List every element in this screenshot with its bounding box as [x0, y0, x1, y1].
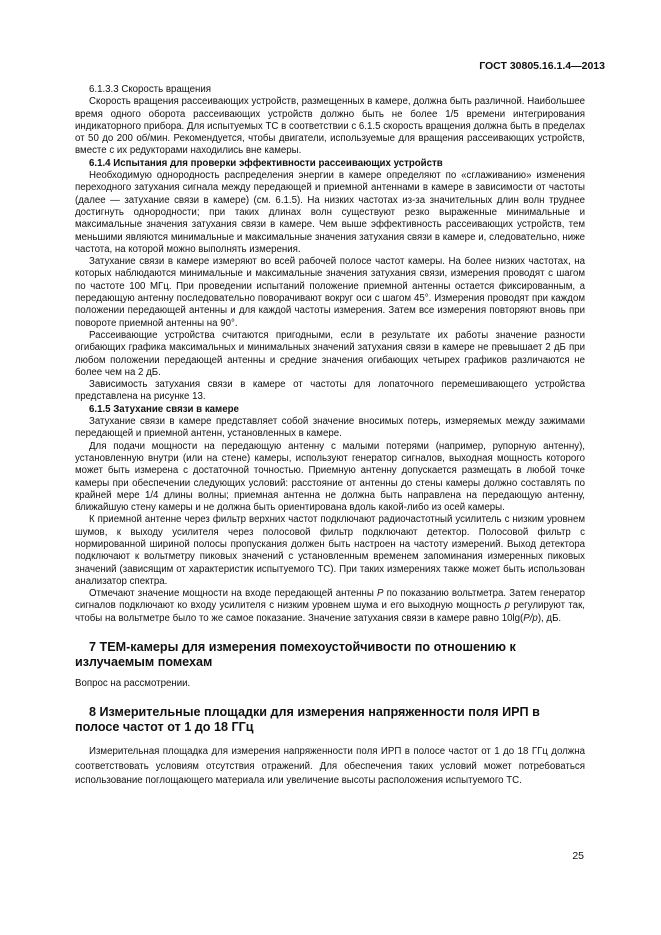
- text-span: Отмечают значение мощности на входе передающей антенны: [89, 588, 378, 600]
- paragraph: [75, 588, 585, 625]
- text-span: ), дБ.: [537, 612, 562, 624]
- paragraph: Рассеивающие устройства считаются пригодными, если в результате их работы значение разности огибающих графика максимальных и минимальных значений затухания связи в камере не превышает 2 дБ при любом положении передающей антенны и средние значения огибающих четырех графиков различаются не более чем на 2 дБ.: [75, 329, 585, 378]
- paragraph: Измерительная площадка для измерения напряженности поля ИРП в полосе частот от 1 до 18 ГГц должна соответствовать условиям отсутствия отражений. Для обеспечения таких условий может потребоваться использование поглощающего материала или увеличение высоты расположения испытуемого ТС.: [75, 746, 585, 787]
- text-span: регулируют так, чтобы на вольтметре было то же самое показание. Значение затухания связи в камере равно 10lg(: [75, 600, 585, 624]
- paragraph: Затухание связи в камере измеряют во всей рабочей полосе частот камеры. На более низких частотах, на которых наблюдаются минимальные и максимальные значения затухания связи, измерения проводят с шагом по частоте 100 МГц. При проведении испытаний положение приемной антенны остается фиксированным, а передающую антенну последовательно поворачивают вокруг оси с шагом 45°. Измерения проводят при каждом положении передающей антенны и для каждой частоты измерения. Затем все измерения повторяют вновь при повороте приемной антенны на 90°.: [75, 256, 585, 329]
- section-title: 7 ТЕМ-камеры для измерения помехоустойчивости по отношению к излучаемым помехам: [75, 640, 516, 669]
- paragraph: Скорость вращения рассеивающих устройств, размещенных в камере, должна быть различной. Наибольшее время одного оборота рассеивающих устройств должно быть не более 1/5 времени интегрирования индикаторного прибора. Для испытуемых ТС в соответствии с 6.1.5 скорость вращения должна быть в пределах от 50 до 200 об/мин. Рекомендуется, чтобы двигатели, используемые для вращения рассеивающих устройств, вместе с их редукторами находились вне камеры.: [75, 96, 585, 157]
- paragraph: Необходимую однородность распределения энергии в камере определяют по «сглаживанию» изменения переходного затухания сигнала между передающей и приемной антеннами в камере в зависимости от частоты (далее — затухание связи в камере) (см. 6.1.5). На низких частотах из-за значительных длин волн труднее достигнуть однородности; при таких длинах волн существуют резко выраженные минимальные и максимальные значения затухания связи в камере. Чем выше эффективность рассеивающих устройств, тем меньшими являются минимальные и максимальные значения затухания связи в камере и, следовательно, ниже частота, на которой можно выполнять измерения.: [75, 170, 585, 255]
- symbol-P: P: [377, 588, 384, 600]
- paragraph: Затухание связи в камере представляет собой значение вносимых потерь, измеряемых между зажимами передающей и приемной антенн, установленных в камере.: [75, 416, 585, 440]
- document-header: ГОСТ 30805.16.1.4—2013: [479, 60, 605, 72]
- formula: P/p: [523, 612, 538, 624]
- subsection-heading: 6.1.3.3 Скорость вращения: [89, 84, 212, 95]
- paragraph: Для подачи мощности на передающую антенну с малыми потерями (например, рупорную антенну), установленную внутри (или на стене) камеры, используют генератор сигналов, выходная мощность которого может быть измерена с достаточной точностью. Приемную антенну допускается размещать в любой точке камеры при обеспечении следующих условий: расстояние от антенны до стены камеры должно составлять по крайней мере 1/4 длины волны; приемная антенна не должна быть направлена на передающую антенну, ближайшую стену камеры и не должна быть ориентирована вдоль какой-либо из осей камеры.: [75, 440, 585, 514]
- paragraph: Вопрос на рассмотрении.: [75, 678, 191, 690]
- page-content: [75, 84, 585, 789]
- text-span: по показанию вольтметра. Затем генератор сигналов подключают ко входу усилителя с низким уровнем шума и его выходную мощность: [75, 588, 586, 612]
- subsection-heading: 6.1.4 Испытания для проверки эффективности рассеивающих устройств: [89, 157, 443, 169]
- page-number: 25: [572, 850, 584, 862]
- paragraph: К приемной антенне через фильтр верхних частот подключают радиочастотный усилитель с низким уровнем шумов, к выходу усилителя через полосовой фильтр подключают детектор. Полосовой фильтр с нормированной шириной полосы пропускания должен быть настроен на частоту измерений. Выход детектора подключают к вольтметру пиковых значений с установленным временем запоминания измеренных пиковых значений (зависящим от характеристик испытуемого ТС). При таких измерениях также может быть использован анализатор спектра.: [75, 514, 585, 587]
- subsection-heading: 6.1.5 Затухание связи в камере: [89, 403, 239, 415]
- paragraph: Зависимость затухания связи в камере от частоты для лопаточного перемешивающего устройства представлена на рисунке 13.: [75, 379, 585, 403]
- section-title: 8 Измерительные площадки для измерения напряженности поля ИРП в полосе частот от 1 до 18 ГГц: [75, 705, 540, 734]
- symbol-p: p: [504, 600, 511, 612]
